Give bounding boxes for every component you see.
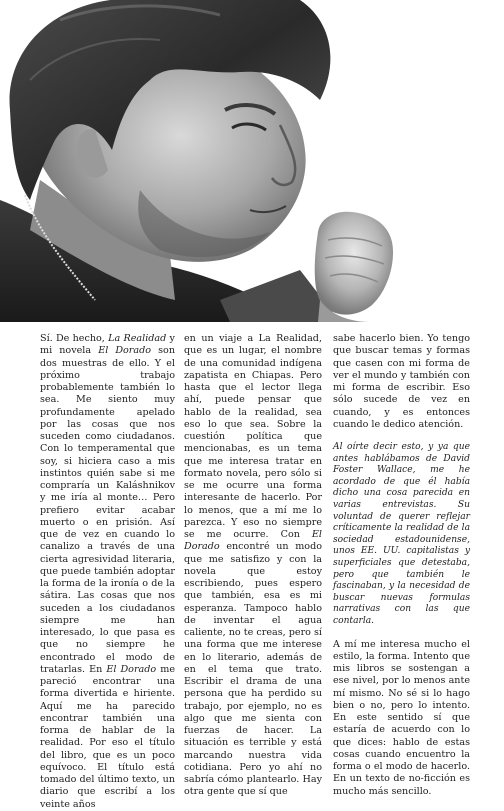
text-column-2 <box>184 333 322 799</box>
book-title: La Realidad <box>108 333 167 344</box>
answer-paragraph <box>40 333 175 811</box>
text-column-1 <box>40 333 175 811</box>
text-run: me pareció encontrar una forma divertida e hiriente. Aquí me ha parecido encontrar también una forma de hablar de la realidad. Por eso el título del libro, que es un poco equívoco. El título está tomado del último texto, un diario que escribí a los veinte años <box>40 663 175 810</box>
text-run: encontré un modo que me satisfizo y con la novela que estoy escribiendo, pues espero que también, esa es mi esperanza. Tampoco hablo de inventar el agua caliente, no te creas, pero sí una forma que me interese en lo literario, además de en el tema que trato. Escribir el drama de una persona que ha perdido su trabajo, por ejemplo, no es algo que me sienta con fuerzas de hacer. La situación es terrible y está marcando nuestra vida cotidiana. Pero yo ahí no sabría cómo plantearlo. Hay otra gente que sí que <box>184 541 322 798</box>
text-column-3 <box>333 333 470 798</box>
portrait-image <box>0 0 504 322</box>
text-run: y mi novela <box>40 333 175 357</box>
interviewer-question: Al oírte decir esto, y ya que antes hablábamos de David Foster Wallace, me he acordado de que él había dicho una cosa parecida en varias entrevistas. Su voluntad de querer reflejar críticamente la realidad de la sociedad estadounidense, unos EE. UU. capitalistas y superficiales que detestaba, pero que también le fascinaban, y la necesidad de buscar nuevas formulas narrativas con las que contarla. <box>333 442 470 626</box>
answer-paragraph: sabe hacerlo bien. Yo tengo que buscar temas y formas que casen con mi forma de ver el mundo y también con mi forma de escribir. Eso sólo sucede de vez en cuando, y es entonces cuando le dedico atención. <box>333 333 470 430</box>
text-run: en un viaje a La Realidad, que es un lugar, el nombre de una comunidad indígena zapatista en Chiapas. Pero hasta que el lector llega ahí, puede pensar que hablo de la realidad, sea eso lo que sea. Sobre la cuestión política que mencionabas, es un tema que me interesa tratar en formato novela, pero sólo si se me ocurre una forma interesante de hacerlo. Por lo menos, que a mí me lo parezca. Y eso no siempre se me ocurre. Con <box>184 333 322 540</box>
author-portrait-photo <box>0 0 504 322</box>
text-run: Sí. De hecho, <box>40 333 109 344</box>
answer-paragraph: A mí me interesa mucho el estilo, la forma. Intento que mis libros se sostengan a ese nivel, por lo menos ante mí mismo. No sé si lo hago bien o no, pero lo intento. En este sentido sí que estaría de acuerdo con lo que dices: hablo de estas cosas cuando encuentro la forma o el modo de hacerlo. En un texto de no-ficción es mucho más sencillo. <box>333 638 470 797</box>
text-run: son dos muestras de ello. Y el próximo trabajo probablemente también lo sea. Me siento muy profundamente apelado por las cosas que nos suceden como ciudadanos. Con lo temperamental que soy, si hiciera caso a mis instintos quién sabe si me compraría un Kaláshnikov y me iría al monte… Pero prefiero evitar acabar muerto o en prisión. Así que de vez en cuando lo canalizo a través de una cierta agresividad literaria, que puede también adoptar la forma de la ironía o de la sátira. Las cosas que nos suceden a los ciudadanos siempre me han interesado, lo que pasa es que no siempre he encontrado el modo de tratarlas. En <box>40 345 176 675</box>
book-title: El Dorado <box>106 663 157 675</box>
book-title: El Dorado <box>98 345 152 357</box>
book-title: El Dorado <box>184 529 322 553</box>
article-body <box>0 333 504 810</box>
answer-paragraph <box>184 333 322 799</box>
